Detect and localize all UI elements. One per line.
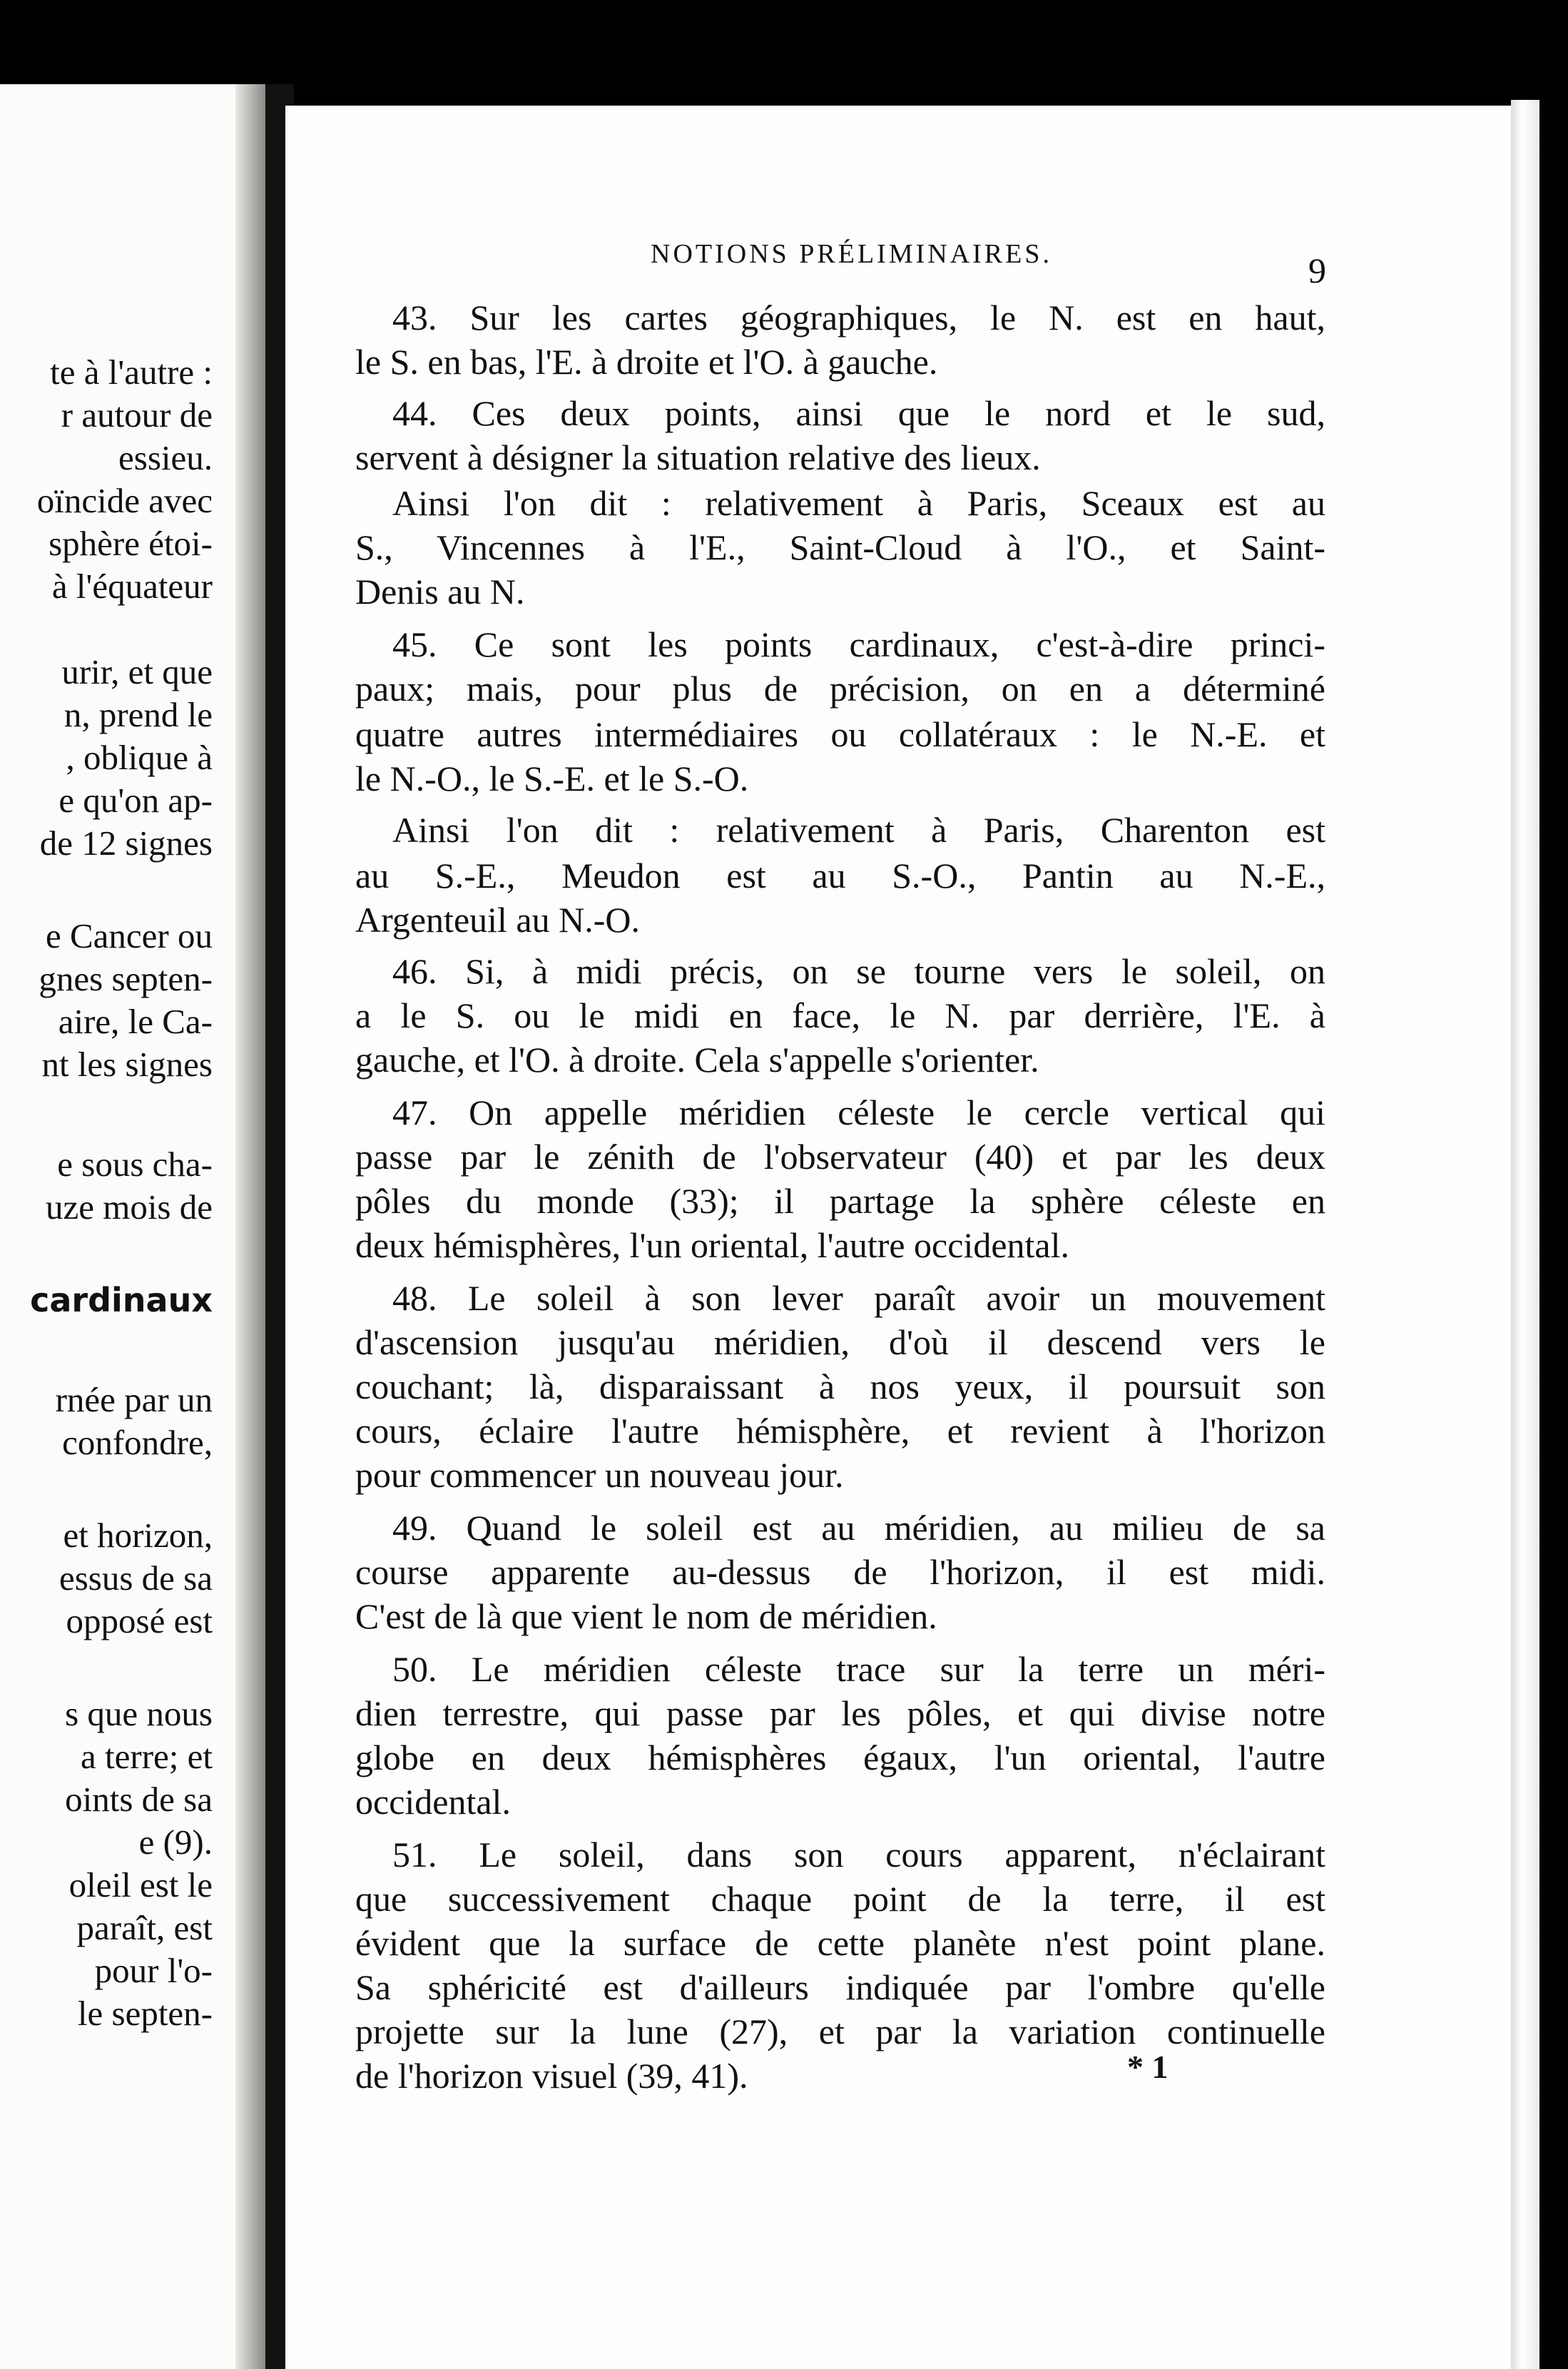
text-line: course apparente au-dessus de l'horizon, il est midi. [355, 1552, 1325, 1592]
left-page-line: oints de sa [65, 1780, 213, 1819]
running-head: NOTIONS PRÉLIMINAIRES. [651, 239, 1052, 269]
text-line: 47. On appelle méridien céleste le cercle vertical qui [392, 1092, 1325, 1132]
text-line: pôles du monde (33); il partage la sphère céleste en [355, 1181, 1325, 1221]
text-line: couchant; là, disparaissant à nos yeux, il poursuit son [355, 1366, 1325, 1406]
left-page-line: opposé est [66, 1601, 213, 1640]
left-page-line: essieu. [118, 438, 213, 477]
text-line: S., Vincennes à l'E., Saint-Cloud à l'O., et Saint- [355, 527, 1325, 567]
left-page-line: n, prend le [63, 695, 213, 734]
left-page-line: urir, et que [61, 652, 213, 691]
text-line: 51. Le soleil, dans son cours apparent, n'éclairant [392, 1835, 1325, 1875]
left-page-line: s que nous [65, 1694, 213, 1733]
left-page-line: nt les signes [41, 1045, 213, 1084]
text-line: 46. Si, à midi précis, on se tourne vers le soleil, on [392, 951, 1325, 991]
text-line: dien terrestre, qui passe par les pôles, et qui divise notre [355, 1693, 1325, 1733]
left-page-line: cardinaux [30, 1281, 213, 1319]
text-line: Denis au N. [355, 572, 525, 612]
left-page-line: pour l'o- [94, 1951, 213, 1990]
left-page-line: à l'équateur [51, 567, 213, 606]
printer-signature-mark: * 1 [1127, 2049, 1169, 2085]
text-line: 49. Quand le soleil est au méridien, au milieu de sa [392, 1508, 1325, 1548]
left-page-line: le septen- [77, 1994, 213, 2033]
text-line: le N.-O., le S.-E. et le S.-O. [355, 759, 749, 798]
text-line: a le S. ou le midi en face, le N. par derrière, l'E. à [355, 995, 1325, 1035]
text-line: d'ascension jusqu'au méridien, d'où il descend vers le [355, 1322, 1325, 1362]
text-line: de l'horizon visuel (39, 41). [355, 2056, 748, 2096]
text-line: C'est de là que vient le nom de méridien. [355, 1596, 937, 1636]
left-page-line: oïncide avec [36, 481, 213, 520]
text-line: passe par le zénith de l'observateur (40) et par les deux [355, 1137, 1325, 1177]
scan-border-top [0, 0, 1568, 84]
left-page-line: et horizon, [63, 1516, 213, 1555]
text-line: servent à désigner la situation relative des lieux. [355, 437, 1041, 477]
left-page-line: te à l'autre : [50, 352, 213, 392]
text-line: quatre autres intermédiaires ou collatéraux : le N.-E. et [355, 714, 1325, 754]
text-line: deux hémisphères, l'un oriental, l'autre occidental. [355, 1225, 1070, 1265]
left-page-line: confondre, [62, 1423, 213, 1462]
left-page-line: , oblique à [66, 738, 213, 777]
text-line: pour commencer un nouveau jour. [355, 1455, 844, 1495]
left-page-line: e qu'on ap- [58, 781, 213, 820]
left-page-line: paraît, est [76, 1908, 213, 1947]
text-line: occidental. [355, 1782, 511, 1822]
text-line: globe en deux hémisphères égaux, l'un oriental, l'autre [355, 1738, 1325, 1777]
text-line: le S. en bas, l'E. à droite et l'O. à gauche. [355, 342, 938, 382]
left-page-line: gnes septen- [39, 959, 213, 998]
left-page-line: sphère étoi- [49, 524, 213, 563]
text-line: Argenteuil au N.-O. [355, 900, 640, 940]
left-page-line: essus de sa [58, 1558, 213, 1598]
text-line: gauche, et l'O. à droite. Cela s'appelle s'orienter. [355, 1040, 1039, 1080]
left-page-line: de 12 signes [39, 823, 213, 863]
left-page-line: e Cancer ou [46, 916, 213, 955]
left-page-line: e (9). [138, 1822, 213, 1862]
text-line: que successivement chaque point de la terre, il est [355, 1879, 1325, 1919]
text-line: au S.-E., Meudon est au S.-O., Pantin au N.-E., [355, 856, 1325, 896]
left-page-line: oleil est le [68, 1865, 213, 1904]
text-line: paux; mais, pour plus de précision, on en a déterminé [355, 669, 1325, 709]
left-page-line: rnée par un [55, 1380, 213, 1419]
text-line: évident que la surface de cette planète n'est point plane. [355, 1923, 1325, 1963]
text-line: Ainsi l'on dit : relativement à Paris, Sceaux est au [392, 483, 1325, 523]
page-edges [1511, 100, 1539, 2369]
text-line: 48. Le soleil à son lever paraît avoir un mouvement [392, 1278, 1325, 1318]
left-page-line: a terre; et [81, 1737, 213, 1776]
text-line: projette sur la lune (27), et par la variation continuelle [355, 2012, 1325, 2051]
text-line: Ainsi l'on dit : relativement à Paris, Charenton est [392, 810, 1325, 850]
text-line: 50. Le méridien céleste trace sur la terre un méri- [392, 1649, 1325, 1689]
text-line: 44. Ces deux points, ainsi que le nord et le sud, [392, 393, 1325, 433]
scan-border-right [1539, 0, 1568, 2369]
left-page-line: aire, le Ca- [58, 1002, 213, 1041]
text-line: 45. Ce sont les points cardinaux, c'est-à-dire princi- [392, 624, 1325, 664]
text-line: Sa sphéricité est d'ailleurs indiquée par l'ombre qu'elle [355, 1967, 1325, 2007]
text-line: 43. Sur les cartes géographiques, le N. est en haut, [392, 298, 1325, 338]
page-number: 9 [1308, 250, 1326, 290]
text-line: cours, éclaire l'autre hémisphère, et revient à l'horizon [355, 1411, 1325, 1451]
left-page [0, 84, 265, 2369]
left-page-line: r autour de [61, 395, 213, 435]
left-page-line: uze mois de [45, 1187, 213, 1227]
left-page-line: e sous cha- [57, 1145, 213, 1184]
